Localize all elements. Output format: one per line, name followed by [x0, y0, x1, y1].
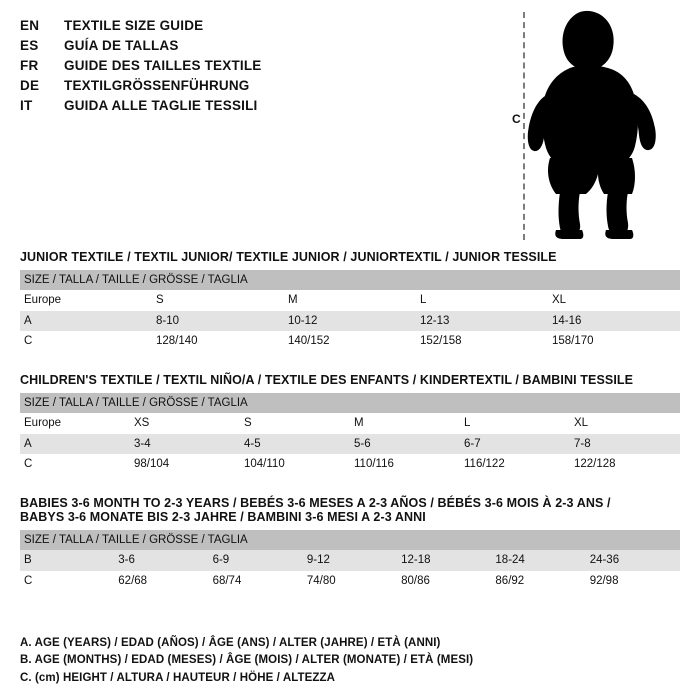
language-row [20, 38, 520, 53]
cell-size: M [284, 290, 416, 310]
cell-value: 92/98 [586, 571, 680, 591]
language-title: TEXTILE SIZE GUIDE [64, 18, 204, 33]
language-title: GUIDA ALLE TAGLIE TESSILI [64, 98, 258, 113]
cell-size: S [152, 290, 284, 310]
cell-value: 8-10 [152, 311, 284, 331]
row-label: C [20, 331, 152, 351]
height-measure-label: C [512, 112, 521, 126]
table-row [20, 311, 680, 331]
language-title: GUÍA DE TALLAS [64, 38, 179, 53]
language-code: DE [20, 78, 40, 93]
table-header-label: SIZE / TALLA / TAILLE / GRÖSSE / TAGLIA [20, 270, 680, 290]
table-header-row [20, 270, 680, 290]
section-childrens-textile [20, 373, 680, 475]
cell-value: 86/92 [491, 571, 585, 591]
cell-value: 128/140 [152, 331, 284, 351]
cell-value: 104/110 [240, 454, 350, 474]
size-table-junior [20, 270, 680, 352]
language-row [20, 98, 520, 113]
cell-value: 140/152 [284, 331, 416, 351]
cell-value: 152/158 [416, 331, 548, 351]
cell-value: 12-18 [397, 550, 491, 570]
row-label: A [20, 434, 130, 454]
cell-size: L [416, 290, 548, 310]
cell-value: 98/104 [130, 454, 240, 474]
cell-value: 62/68 [114, 571, 208, 591]
language-row [20, 18, 520, 33]
cell-value: 7-8 [570, 434, 680, 454]
section-title: JUNIOR TEXTILE / TEXTIL JUNIOR/ TEXTILE JUNIOR / JUNIORTEXTIL / JUNIOR TESSILE [20, 250, 557, 264]
language-title-block [20, 18, 520, 118]
cell-value: 110/116 [350, 454, 460, 474]
cell-value: 6-7 [460, 434, 570, 454]
section-junior-textile [20, 250, 680, 352]
table-header-row [20, 530, 680, 550]
toddler-silhouette-icon [512, 8, 682, 240]
language-code: FR [20, 58, 39, 73]
cell-value: 6-9 [209, 550, 303, 570]
cell-value: 74/80 [303, 571, 397, 591]
section-title: BABIES 3-6 MONTH TO 2-3 YEARS / BEBÉS 3-6 MESES A 2-3 AÑOS / BÉBÉS 3-6 MOIS À 2-3 ANS / BABYS 3-6 MONATE BIS 2-3 JAHRE / BAMBINI 3-6 MESI A 2-3 ANNI [20, 496, 611, 524]
cell-size: L [460, 413, 570, 433]
language-code: ES [20, 38, 39, 53]
size-table-children [20, 393, 680, 475]
cell-value: 9-12 [303, 550, 397, 570]
legend-line-a: A. AGE (YEARS) / EDAD (AÑOS) / ÂGE (ANS) / ALTER (JAHRE) / ETÀ (ANNI) [20, 636, 441, 649]
language-row [20, 58, 520, 73]
table-header-label: SIZE / TALLA / TAILLE / GRÖSSE / TAGLIA [20, 393, 680, 413]
cell-value: 68/74 [209, 571, 303, 591]
height-measure-line [523, 12, 525, 240]
table-row [20, 290, 680, 310]
cell-size: S [240, 413, 350, 433]
language-title: GUIDE DES TAILLES TEXTILE [64, 58, 262, 73]
cell-value: 116/122 [460, 454, 570, 474]
cell-value: 18-24 [491, 550, 585, 570]
cell-value: 24-36 [586, 550, 680, 570]
cell-size: XL [548, 290, 680, 310]
table-row [20, 331, 680, 351]
table-row [20, 454, 680, 474]
section-title: CHILDREN'S TEXTILE / TEXTIL NIÑO/A / TEXTILE DES ENFANTS / KINDERTEXTIL / BAMBINI TESSILE [20, 373, 634, 387]
legend-line-c: C. (cm) HEIGHT / ALTURA / HAUTEUR / HÖHE / ALTEZZA [20, 672, 336, 685]
table-row [20, 571, 680, 591]
language-code: EN [20, 18, 40, 33]
section-babies-textile [20, 496, 680, 591]
cell-size: XS [130, 413, 240, 433]
cell-region: Europe [20, 290, 152, 310]
cell-value: 14-16 [548, 311, 680, 331]
language-row [20, 78, 520, 93]
cell-value: 10-12 [284, 311, 416, 331]
table-row [20, 413, 680, 433]
cell-value: 158/170 [548, 331, 680, 351]
cell-value: 122/128 [570, 454, 680, 474]
cell-value: 12-13 [416, 311, 548, 331]
size-table-babies [20, 530, 680, 591]
table-header-row [20, 393, 680, 413]
legend-block [20, 635, 473, 688]
cell-value: 5-6 [350, 434, 460, 454]
table-row [20, 550, 680, 570]
row-label: C [20, 454, 130, 474]
row-label: A [20, 311, 152, 331]
cell-value: 4-5 [240, 434, 350, 454]
table-row [20, 434, 680, 454]
cell-value: 3-6 [114, 550, 208, 570]
row-label: C [20, 571, 114, 591]
toddler-figure [512, 8, 682, 240]
cell-size: XL [570, 413, 680, 433]
cell-region: Europe [20, 413, 130, 433]
table-header-label: SIZE / TALLA / TAILLE / GRÖSSE / TAGLIA [20, 530, 680, 550]
cell-size: M [350, 413, 460, 433]
cell-value: 3-4 [130, 434, 240, 454]
language-title: TEXTILGRÖSSENFÜHRUNG [64, 78, 250, 93]
legend-line-b: B. AGE (MONTHS) / EDAD (MESES) / ÂGE (MOIS) / ALTER (MONATE) / ETÀ (MESI) [20, 654, 474, 667]
cell-value: 80/86 [397, 571, 491, 591]
language-code: IT [20, 98, 33, 113]
row-label: B [20, 550, 114, 570]
